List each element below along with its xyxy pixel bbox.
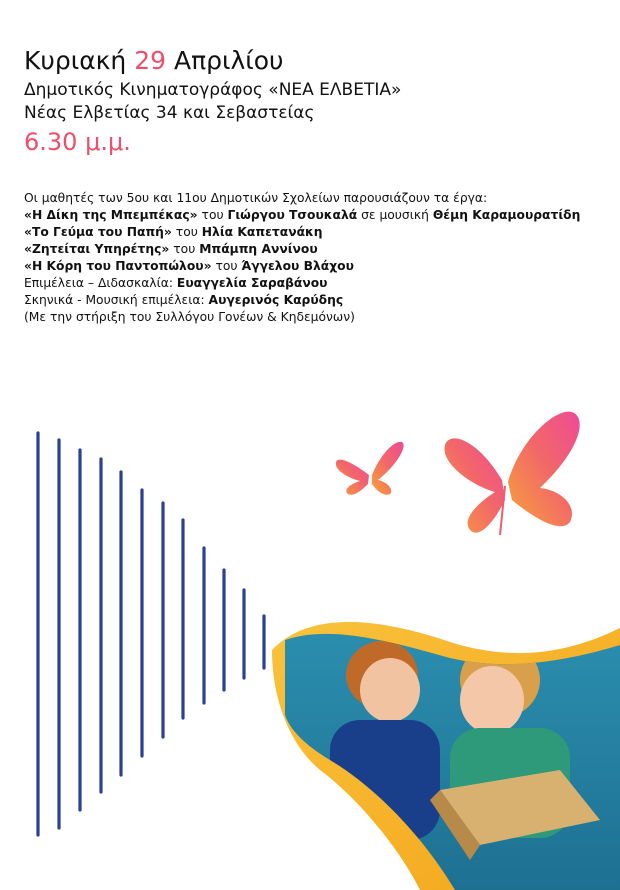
day-number: 29 (134, 46, 167, 75)
play-author: Ηλία Καπετανάκη (201, 225, 323, 239)
play-by: του (175, 225, 198, 239)
play-by: του (215, 259, 238, 273)
butterfly-small-icon (336, 442, 404, 495)
sets-label: Σκηνικά - Μουσική επιμέλεια: (24, 293, 205, 307)
play-composer: Θέμη Καραμουρατίδη (432, 208, 581, 222)
play-by: του (173, 242, 196, 256)
month: Απριλίου (173, 46, 284, 75)
children-photo (270, 620, 620, 890)
sets-name: Αυγερινός Καρύδης (208, 293, 344, 307)
day-prefix: Κυριακή (24, 46, 127, 75)
play-author: Άγγελου Βλάχου (241, 259, 354, 273)
support-line: (Με την στήριξη του Συλλόγου Γονέων & Κηδεμόνων) (24, 310, 355, 324)
blue-bars (38, 433, 264, 835)
play-author: Γιώργου Τσουκαλά (227, 208, 358, 222)
event-time: 6.30 μ.μ. (24, 128, 131, 156)
intro-text: Οι μαθητές των 5ου και 11ου Δημοτικών Σχολείων παρουσιάζουν τα έργα: (24, 191, 488, 205)
play-title: «Η Δίκη της Μπεμπέκας» (24, 208, 198, 222)
venue-name: Δημοτικός Κινηματογράφος «ΝΕΑ ΕΛΒΕΤΙΑ» (24, 80, 402, 100)
venue-address: Νέας Ελβετίας 34 και Σεβαστείας (24, 103, 315, 123)
direction-label: Επιμέλεια – Διδασκαλία: (24, 276, 173, 290)
play-extra: σε μουσική (361, 208, 429, 222)
play-title: «Η Κόρη του Παντοπώλου» (24, 259, 212, 273)
play-author: Μπάμπη Αννίνου (199, 242, 318, 256)
play-title: «Το Γεύμα του Παπή» (24, 225, 172, 239)
play-title: «Ζητείται Υπηρέτης» (24, 242, 170, 256)
butterfly-large-icon (444, 412, 579, 535)
direction-name: Ευαγγελία Σαραβάνου (176, 276, 328, 290)
play-by: του (201, 208, 224, 222)
